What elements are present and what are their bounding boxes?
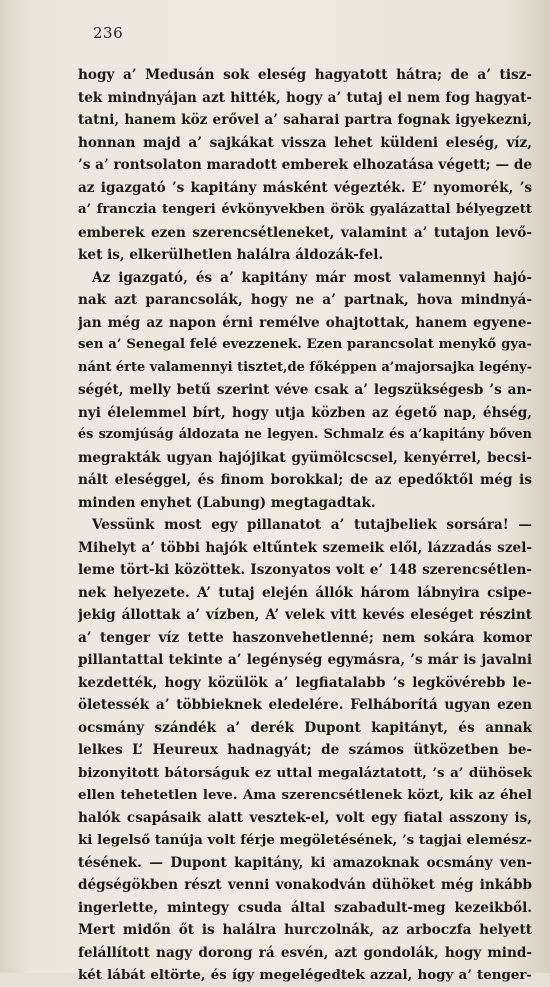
text-line: ocsmány szándék a’ derék Dupont kapitányt, és annak <box>78 719 532 736</box>
text-line: sen a’ Senegal felé evezzenek. Ezen parancsolat menykő gya- <box>78 337 532 352</box>
text-line: ingerlette, mintegy csuda által szabadult-meg kezeikből. <box>78 899 532 916</box>
text-line: ket is, elkerülhetlen halálra áldozák-fel. <box>78 247 384 263</box>
text-line: jekig állottak a’ vízben, A’ velek vitt kevés eleséget részint <box>78 607 532 623</box>
text-line: ’s a’ rontsolaton maradott emberek elhozatása végett; — de <box>78 157 532 173</box>
text-line: minden enyhet (Labung) megtagadtak. <box>78 494 376 511</box>
text-line: tésének. — Dupont kapitány, ki amazoknak ocsmány ven- <box>78 854 532 871</box>
text-line: a’ tenger víz tette haszonvehetlenné; nem sokára komor <box>78 629 532 646</box>
text-line: kezdették, hogy közülök a’ legfiatalabb ’s legkövérebb le- <box>78 674 532 691</box>
text-line: ellen tehetetlen leve. Ama szerencsétlenek közt, kik az éhel <box>78 787 532 803</box>
text-line: pillantattal tekinte a’ legénység egymásra, ’s már is javalni <box>78 652 532 668</box>
text-line: öletessék a’ többieknek eledelére. Felháborítá ugyan ezen <box>78 697 532 713</box>
text-line: nált eleséggel, és finom borokkal; de az epedőktől még is <box>78 472 532 488</box>
text-line: halók csapásaik alatt vesztek-el, volt egy fiatal asszony is, <box>78 809 532 826</box>
text-line: leme tört-ki közöttek. Iszonyatos volt e’ 148 szerencsétlen- <box>78 562 532 578</box>
text-line: bizonyitott bátorságuk ez uttal megaláztatott, ’s a’ dühösek <box>78 764 532 781</box>
text-line: tek mindnyájan azt hitték, hogy a’ tutaj el nem fog hagyat- <box>78 89 532 106</box>
text-line: honnan majd a’ sajkákat vissza lehet küldeni eleség, víz, <box>78 134 532 151</box>
text-line: nánt érte valamennyi tisztet,de főképpen a’majorsajka legény- <box>78 359 532 375</box>
page-number: 236 <box>93 24 124 42</box>
text-line: az igazgató ’s kapitány másként végezték. E’ nyomorék, ’s <box>78 179 532 196</box>
text-line: lelkes L’ Heureux hadnagyát; de számos ütközetben be- <box>78 742 532 758</box>
text-line: hogy a’ Medusán sok eleség hagyatott hátra; de a’ tisz- <box>78 67 532 83</box>
text-line: felállított nagy dorong rá esvén, azt gondolák, hogy mind- <box>78 944 532 961</box>
text-line: tatni, hanem köz erővel a’ saharai partra fognak igyekezni, <box>78 112 532 128</box>
paragraph-start: Az igazgató, és a’ kapitány már most valamennyi hajó- <box>92 269 532 286</box>
text-line: Mihelyt a’ többi hajók eltűntek szemeik elől, lázzadás szel- <box>78 539 532 556</box>
text-line: és szomjúság áldozata ne legyen. Schmalz és a’kapitány bőven <box>78 427 532 442</box>
text-line: két lábát eltörte, és így megelégedtek azzal, hogy a’ tenger- <box>78 967 532 983</box>
text-line: nek helyezete. A’ tutaj elején állók három lábnyira csipe- <box>78 584 532 601</box>
text-line: Mert midőn őt is halálra hurczolnák, az arboczfa helyett <box>78 922 532 938</box>
text-line: a’ franczia tengeri évkönyvekben örök gyalázattal bélyegzett <box>78 202 532 217</box>
paragraph-start: Vessünk most egy pillanatot a’ tutajbeliek sorsára! — <box>92 517 532 533</box>
body-text <box>78 64 532 987</box>
text-line: ségét, melly betű szerint véve csak a’ legszükségesb ’s an- <box>78 382 532 398</box>
text-line: emberek ezen szerencsétleneket, valamint a’ tutajon levő- <box>78 224 532 241</box>
text-line: ki legelső tanúja volt férje megöletésének, ’s tagjai elemész- <box>78 832 532 848</box>
text-line: dégségökben részt venni vonakodván dühöket még inkább <box>78 877 532 893</box>
text-line: nyi élelemmel bírt, hogy utja közben az égető nap, éhség, <box>78 404 532 421</box>
text-line: nak azt parancsolák, hogy ne a’ partnak, hova mindnyá- <box>78 292 532 308</box>
text-line: megrakták ugyan hajójikat gyümölcscsel, kenyérrel, becsi- <box>78 449 532 466</box>
text-line: jan még az napon érni remélve ohajtottak, hanem egyene- <box>78 314 532 331</box>
